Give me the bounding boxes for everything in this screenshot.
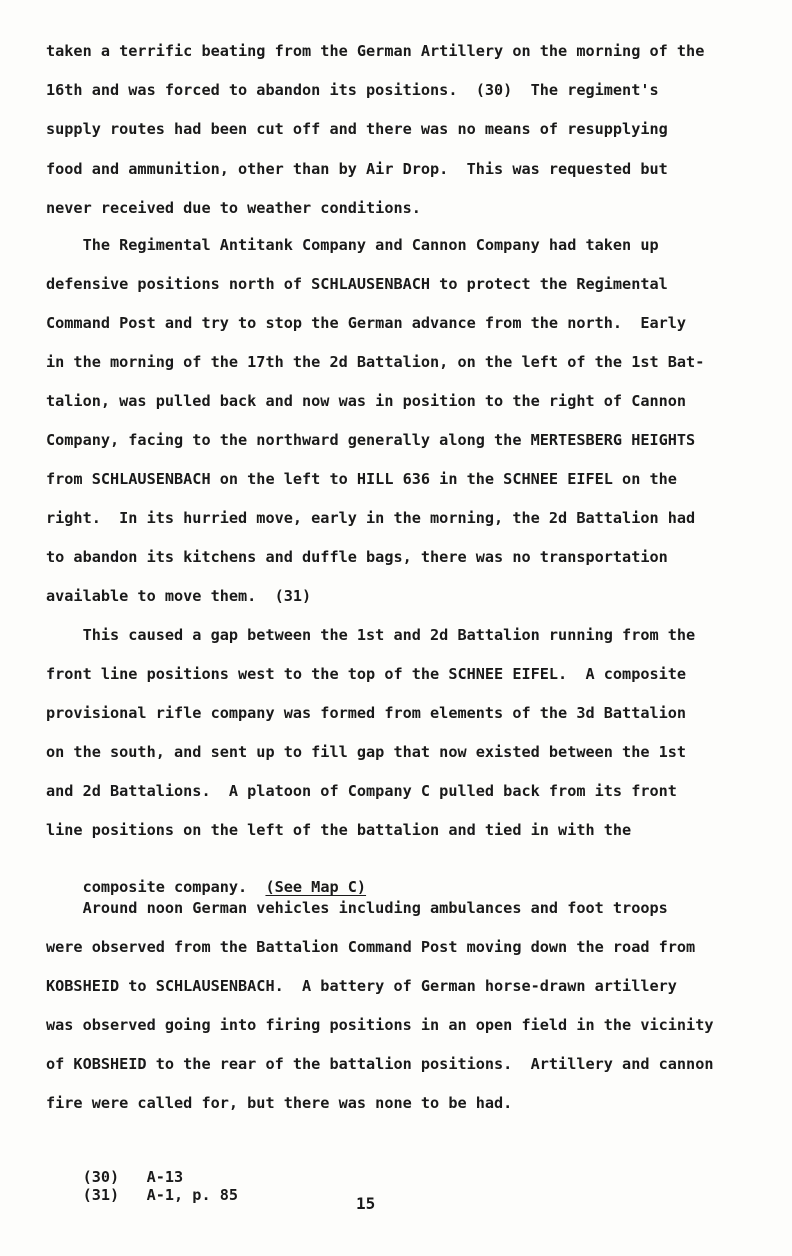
text-line: provisional rifle company was formed from elements of the 3d Battalion [46, 704, 687, 722]
text-line: in the morning of the 17th the 2d Battalion, on the left of the 1st Bat- [46, 353, 705, 371]
text-line: KOBSHEID to SCHLAUSENBACH. A battery of German horse-drawn artillery [46, 977, 677, 995]
text-line: were observed from the Battalion Command Post moving down the road from [46, 938, 696, 956]
text-line: never received due to weather conditions. [46, 199, 421, 217]
text-line: of KOBSHEID to the rear of the battalion positions. Artillery and cannon [46, 1055, 714, 1073]
footnote-ref: A-13 [146, 1168, 184, 1186]
text-line: fire were called for, but there was none to be had. [46, 1094, 513, 1112]
text-line: right. In its hurried move, early in the morning, the 2d Battalion had [46, 509, 696, 527]
text-line: was observed going into firing positions in an open field in the vicinity [46, 1016, 714, 1034]
footnote-ref: A-1, p. 85 [146, 1186, 239, 1204]
text-line: from SCHLAUSENBACH on the left to HILL 636 in the SCHNEE EIFEL on the [46, 470, 677, 488]
text-line: and 2d Battalions. A platoon of Company C pulled back from its front [46, 782, 677, 800]
text-segment: composite company. [82, 878, 266, 896]
text-line: The Regimental Antitank Company and Cannon Company had taken up [46, 236, 659, 254]
text-line: Company, facing to the northward generally along the MERTESBERG HEIGHTS [46, 431, 696, 449]
text-line: to abandon its kitchens and duffle bags, there was no transportation [46, 548, 668, 566]
text-line: Around noon German vehicles including ambulances and foot troops [46, 899, 668, 917]
footnote [46, 1168, 238, 1222]
page-number: 15 [356, 1194, 376, 1213]
text-line: 16th and was forced to abandon its positions. (30) The regiment's [46, 81, 659, 99]
text-line: talion, was pulled back and now was in position to the right of Cannon [46, 392, 687, 410]
footnote-number: (30) [82, 1168, 120, 1186]
text-line: food and ammunition, other than by Air Drop. This was requested but [46, 160, 668, 178]
text-line: Command Post and try to stop the German advance from the north. Early [46, 314, 687, 332]
text-line: supply routes had been cut off and there was no means of resupplying [46, 120, 668, 138]
text-line: taken a terrific beating from the German Artillery on the morning of the [46, 42, 705, 60]
text-line: defensive positions north of SCHLAUSENBACH to protect the Regimental [46, 275, 668, 293]
text-line: This caused a gap between the 1st and 2d Battalion running from the [46, 626, 696, 644]
text-line: available to move them. (31) [46, 587, 312, 605]
text-line: line positions on the left of the battalion and tied in with the [46, 821, 632, 839]
map-reference: (See Map C) [265, 878, 367, 896]
footnote-number: (31) [82, 1186, 120, 1204]
text-line: front line positions west to the top of the SCHNEE EIFEL. A composite [46, 665, 687, 683]
text-line: on the south, and sent up to fill gap that now existed between the 1st [46, 743, 687, 761]
